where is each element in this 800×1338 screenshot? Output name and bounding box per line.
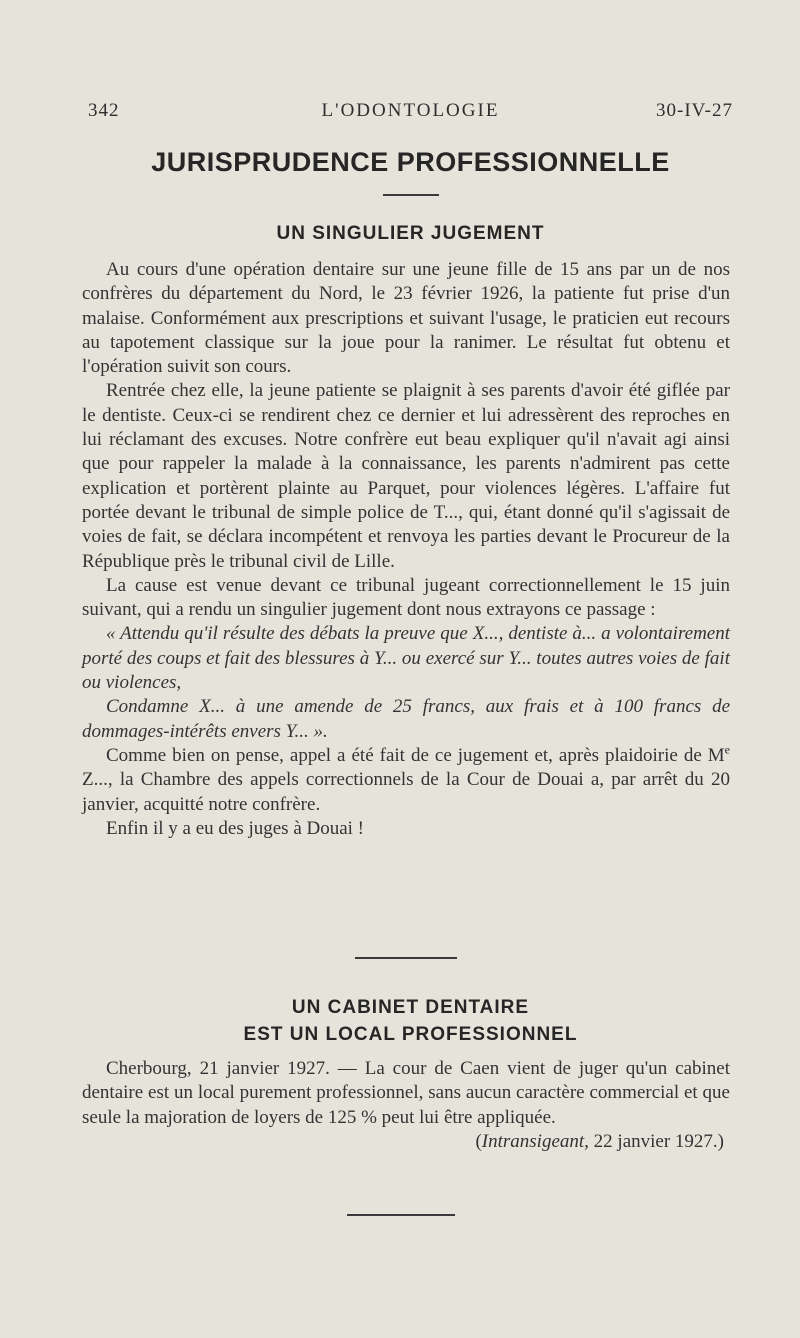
paragraph-4-start: Comme bien on pense, appel a été fait de ce jugement et, après plaidoirie de M xyxy=(106,744,725,766)
page-number: 342 xyxy=(88,100,120,121)
article-1-paragraph-1: Au cours d'une opération dentaire sur une jeune fille de 15 ans par un de nos confrères du département du Nord, le 23 février 1926, la patiente fut prise d'un malaise. Conformément aux prescriptions et suivant l'usage, le praticien eut recours au tapotement classique sur la joue pour la ranimer. Le résultat fut obtenu et l'opération suivit son cours. xyxy=(82,259,730,378)
article-2-paragraph-1: Cherbourg, 21 janvier 1927. — La cour de Caen vient de juger qu'un cabinet dentaire est un local purement professionnel, sans aucun caractère commercial et que seule la majoration de loyers de 125 % peut lui être appliquée. xyxy=(82,1058,730,1128)
source-name: Intransigeant, xyxy=(481,1130,589,1152)
end-divider xyxy=(347,1214,455,1216)
article-1-quote-2: Condamne X... à une amende de 25 francs, aux frais et à 100 francs de dommages-intérêts envers Y... ». xyxy=(82,696,730,742)
source-date: 22 janvier 1927.) xyxy=(588,1130,724,1152)
journal-name: L'ODONTOLOGIE xyxy=(321,100,500,121)
article-2-body xyxy=(82,1057,730,1154)
article-2-title xyxy=(88,994,733,1048)
article-1-paragraph-2: Rentrée chez elle, la jeune patiente se plaignit à ses parents d'avoir été giflée par le dentiste. Ceux-ci se rendirent chez ce dernier et lui adressèrent des reproches en lui réclamant des excuses. Notre confrère eut beau expliquer qu'il n'avait agi ainsi que pour rappeler la malade à la connaissance, les parents n'admirent pas cette explication et portèrent plainte au Parquet, pour violences légères. L'affaire fut portée devant le tribunal de simple police de T..., qui, étant donné qu'il s'agissait de voies de fait, se déclara incompétent et renvoya les parties devant le Procureur de la République près le tribunal civil de Lille. xyxy=(82,380,730,572)
article-1-title: UN SINGULIER JUGEMENT xyxy=(276,223,545,244)
main-title: JURISPRUDENCE PROFESSIONNELLE xyxy=(151,147,670,177)
title-divider xyxy=(383,194,439,196)
article-1-paragraph-3: La cause est venue devant ce tribunal jugeant correctionnellement le 15 juin suivant, qui a rendu un singulier jugement dont nous extrayons ce passage : xyxy=(82,574,730,621)
issue-date: 30-IV-27 xyxy=(656,100,733,121)
article-2-title-line-2: EST UN LOCAL PROFESSIONNEL xyxy=(243,1024,578,1045)
article-1-quote-1: « Attendu qu'il résulte des débats la preuve que X..., dentiste à... a volontairement porté des coups et fait des blessures à Y... ou exercé sur Y... toutes autres voies de fait ou violences, xyxy=(82,623,730,694)
article-2-title-line-1: UN CABINET DENTAIRE xyxy=(291,997,530,1018)
section-divider xyxy=(355,957,457,959)
article-1-body xyxy=(82,258,730,841)
source-open: ( xyxy=(475,1130,482,1152)
paragraph-4-superscript: e xyxy=(724,742,730,757)
paragraph-4-end: Z..., la Chambre des appels correctionnels de la Cour de Douai a, par arrêt du 20 janvier, acquitté notre confrère. xyxy=(82,769,730,815)
running-head xyxy=(88,100,733,124)
article-2-source xyxy=(82,1130,730,1154)
article-1-paragraph-5: Enfin il y a eu des juges à Douai ! xyxy=(106,817,365,839)
article-1-paragraph-4 xyxy=(82,744,730,817)
